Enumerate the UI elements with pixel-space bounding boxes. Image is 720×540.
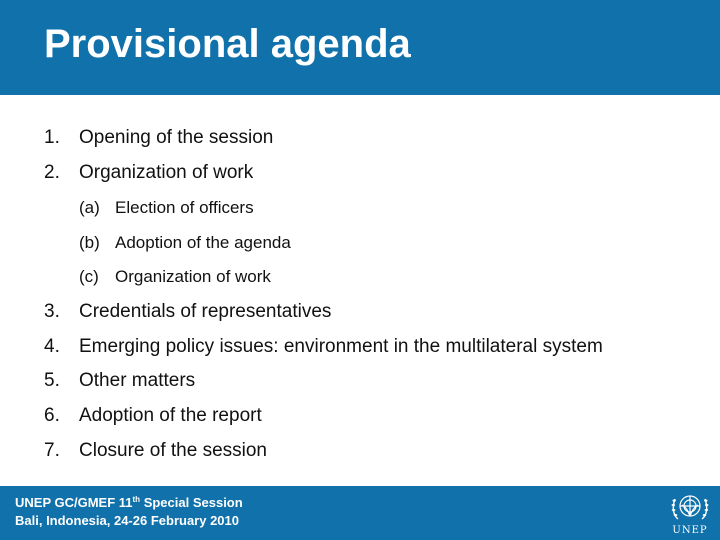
unep-logo (668, 489, 712, 537)
agenda-subitem-letter: (c) (79, 267, 99, 286)
agenda-item-text: Organization of work (79, 162, 254, 183)
agenda-item-number: 7. (44, 440, 60, 461)
footer-session-suffix: Special Session (140, 495, 243, 510)
agenda-subitem-text: Organization of work (115, 267, 271, 286)
footer-session-ordinal: th (132, 495, 141, 504)
footer-location-line: Bali, Indonesia, 24-26 February 2010 (15, 513, 239, 528)
page-title: Provisional agenda (44, 22, 411, 66)
agenda-subitem-text: Adoption of the agenda (115, 233, 291, 252)
agenda-item-text: Adoption of the report (79, 405, 262, 426)
agenda-item-number: 3. (44, 301, 60, 322)
agenda-item-text: Credentials of representatives (79, 301, 332, 322)
footer-session-prefix: UNEP GC/GMEF 11 (15, 495, 133, 510)
agenda-item-number: 1. (44, 127, 60, 148)
footer-session-line (15, 496, 243, 509)
agenda-item-text: Opening of the session (79, 127, 274, 148)
agenda-subitem-text: Election of officers (115, 198, 254, 217)
agenda-item-number: 5. (44, 370, 60, 391)
agenda-item-number: 2. (44, 162, 60, 183)
unep-logo-text: UNEP (672, 525, 708, 536)
agenda-subitem-letter: (a) (79, 198, 100, 217)
agenda-item-number: 6. (44, 405, 60, 426)
agenda-item-text: Closure of the session (79, 440, 267, 461)
agenda-item-text: Emerging policy issues: environment in the multilateral system (79, 336, 603, 357)
agenda-item-text: Other matters (79, 370, 196, 391)
un-emblem-icon (668, 489, 712, 525)
agenda-item-number: 4. (44, 336, 60, 357)
footer-bar (0, 486, 720, 540)
agenda-subitem-letter: (b) (79, 233, 100, 252)
